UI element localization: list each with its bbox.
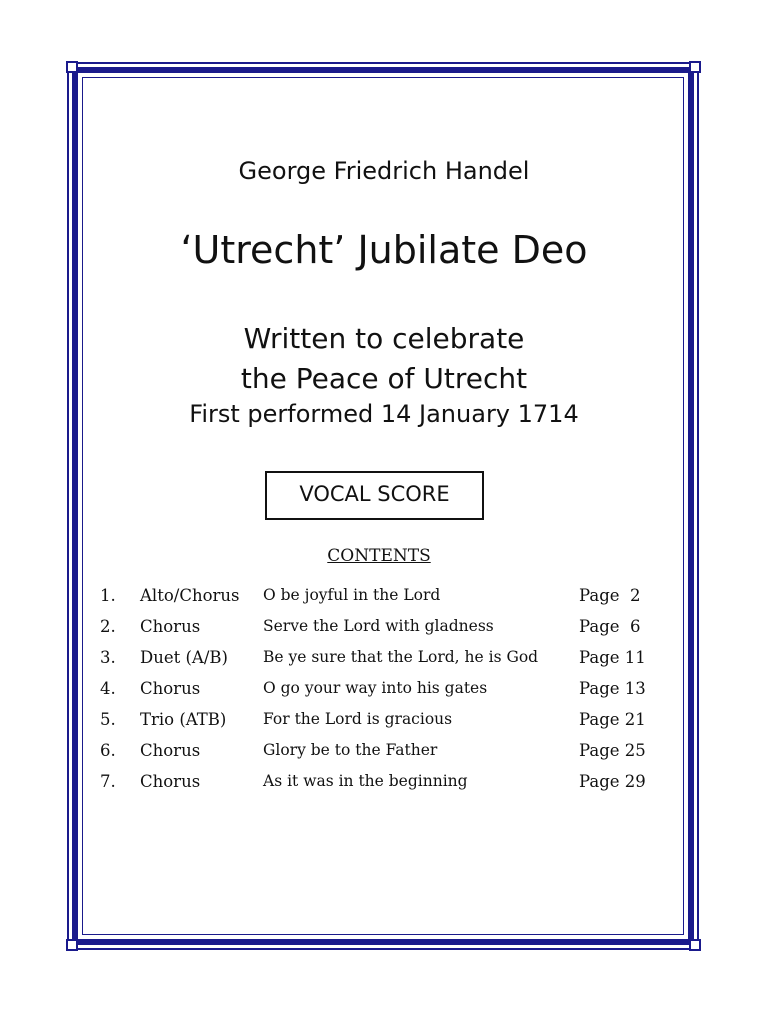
contents-row	[100, 648, 660, 679]
movement-number: 2.	[100, 617, 116, 636]
movement-page: Page 2	[579, 586, 641, 605]
movement-voices: Chorus	[140, 679, 201, 698]
movement-number: 7.	[100, 772, 116, 791]
corner-ornament-top-left	[66, 61, 78, 73]
movement-page: Page 11	[579, 648, 646, 667]
movement-number: 1.	[100, 586, 116, 605]
movement-number: 3.	[100, 648, 116, 667]
contents-row	[100, 772, 660, 803]
vocal-score-label: VOCAL SCORE	[265, 471, 484, 520]
contents-row	[100, 679, 660, 710]
subtitle-line-2: the Peace of Utrecht	[240, 362, 528, 395]
subtitle-line-1: Written to celebrate	[243, 322, 525, 355]
movement-voices: Alto/Chorus	[140, 586, 240, 605]
movement-text: O go your way into his gates	[263, 679, 488, 697]
movement-page: Page 29	[579, 772, 646, 791]
movement-text: Be ye sure that the Lord, he is God	[263, 648, 539, 666]
movement-voices: Duet (A/B)	[140, 648, 228, 667]
movement-page: Page 6	[579, 617, 641, 636]
contents-row	[100, 617, 660, 648]
movement-text: Glory be to the Father	[263, 741, 438, 759]
movement-page: Page 21	[579, 710, 646, 729]
movement-number: 6.	[100, 741, 116, 760]
movement-voices: Chorus	[140, 741, 201, 760]
movement-number: 5.	[100, 710, 116, 729]
movement-text: As it was in the beginning	[263, 772, 468, 790]
performance-date: First performed 14 January 1714	[189, 400, 579, 428]
movement-voices: Trio (ATB)	[140, 710, 227, 729]
movement-text: Serve the Lord with gladness	[263, 617, 494, 635]
contents-row	[100, 741, 660, 772]
corner-ornament-bottom-right	[689, 939, 701, 951]
contents-row	[100, 710, 660, 741]
corner-ornament-bottom-left	[66, 939, 78, 951]
contents-table	[100, 586, 660, 803]
movement-text: O be joyful in the Lord	[263, 586, 441, 604]
movement-voices: Chorus	[140, 772, 201, 791]
movement-number: 4.	[100, 679, 116, 698]
movement-text: For the Lord is gracious	[263, 710, 453, 728]
movement-voices: Chorus	[140, 617, 201, 636]
contents-row	[100, 586, 660, 617]
composer-name: George Friedrich Handel	[238, 157, 530, 185]
work-title: ‘Utrecht’ Jubilate Deo	[180, 228, 588, 272]
contents-heading: CONTENTS	[327, 546, 431, 566]
corner-ornament-top-right	[689, 61, 701, 73]
movement-page: Page 13	[579, 679, 646, 698]
movement-page: Page 25	[579, 741, 646, 760]
